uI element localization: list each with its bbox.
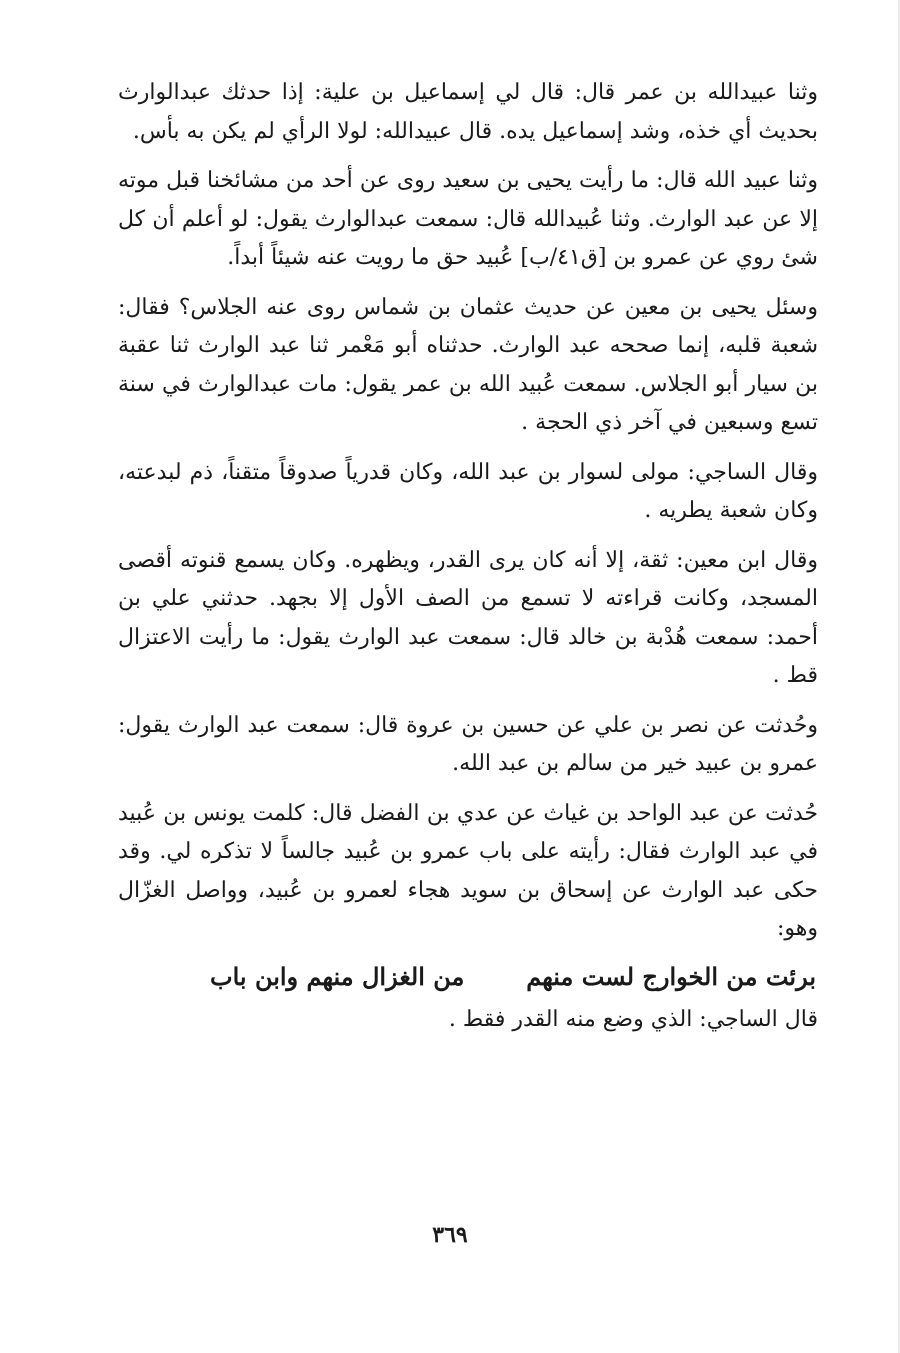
page-number: ٣٦٩ [432,1222,468,1248]
closing-line: قال الساجي: الذي وضع منه القدر فقط . [448,1006,818,1032]
body-text [118,74,818,1039]
verse-second-hemistich: من الغزال منهم وابن باب [210,961,465,991]
verse-first-hemistich: برئت من الخوارج لست منهم [526,961,816,991]
poetry-verse [118,949,818,1001]
paragraph: وثنا عبيد الله قال: ما رأيت يحيى بن سعيد روى عن أحد من مشائخنا قبل موته إلا عن عبد الوارث. وثنا عُبيدالله قال: سمعت عبدالوارث يقول: لو أعلم أن كل شئ روي عن عمرو بن [ق٤١/ب] عُبيد حق ما رويت عنه شيئاً أبداً. [118,168,818,270]
paragraph: وقال ابن معين: ثقة، إلا أنه كان يرى القدر، ويظهره. وكان يسمع قنوته أقصى المسجد، وكانت قراءته لا تسمع من الصف الأول إلا بجهد. حدثني علي بن أحمد: سمعت هُدْبة بن خالد قال: سمعت عبد الوارث يقول: ما رأيت الاعتزال قط . [118,547,818,688]
paragraph: وسئل يحيى بن معين عن حديث عثمان بن شماس روى عنه الجلاس؟ فقال: شعبة قلبه، إنما صححه عبد الوارث. حدثناه أبو مَعْمر ثنا عبد الوارث ثنا عقبة بن سيار أبو الجلاس. سمعت عُبيد الله بن عمر يقول: مات عبدالوارث في سنة تسع وسبعين في آخر ذي الحجة . [118,294,818,435]
paragraph: حُدثت عن عبد الواحد بن غياث عن عدي بن الفضل قال: كلمت يونس بن عُبيد في عبد الوارث فقال: رأيته على باب عمرو بن عُبيد جالساً لا تذكره لي. وقد حكى عبد الوارث عن إسحاق بن سويد هجاء لعمرو بن عُبيد، وواصل الغزّال وهو: [118,800,818,941]
paragraph: وحُدثت عن نصر بن علي عن حسين بن عروة قال: سمعت عبد الوارث يقول: عمرو بن عبيد خير من سالم بن عبد الله. [118,712,818,776]
paragraph: وقال الساجي: مولى لسوار بن عبد الله، وكان قدرياً صدوقاً متقناً، ذم لبدعته، وكان شعبة يطريه . [118,459,818,523]
paragraph: وثنا عبيدالله بن عمر قال: قال لي إسماعيل بن علية: إذا حدثك عبدالوارث بحديث أي خذه، وشد إسماعيل يده. قال عبيدالله: لولا الرأي لم يكن به بأس. [118,80,818,144]
